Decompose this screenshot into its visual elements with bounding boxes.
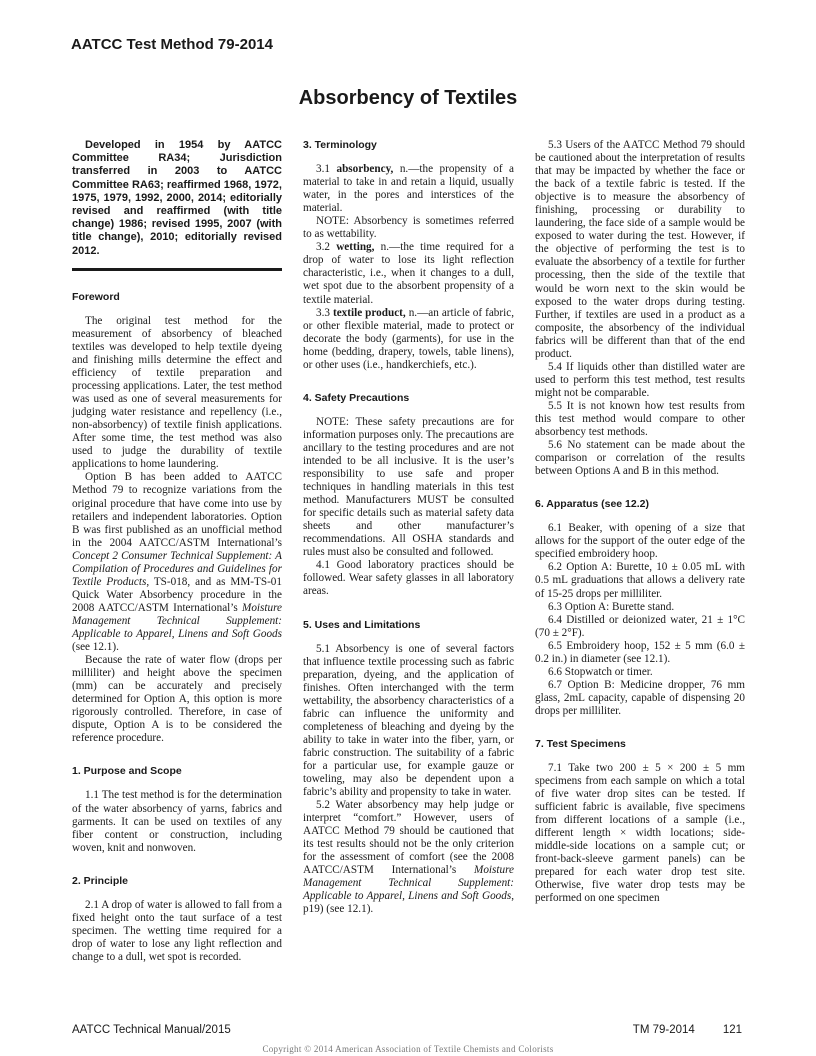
section-3-1: 3.1 absorbency, n.—the propensity of a material to take in and retain a liquid, usually water, in the pores and interstices of the material. xyxy=(303,163,515,215)
section-6-4: 6.4 Distilled or deionized water, 21 ± 1°C (70 ± 2°F). xyxy=(535,613,745,639)
section-1-heading: 1. Purpose and Scope xyxy=(72,765,182,778)
copyright-notice: Copyright © 2014 American Association of Textile Chemists and Colorists xyxy=(262,1044,554,1054)
section-5-heading: 5. Uses and Limitations xyxy=(303,618,421,631)
section-2-heading: 2. Principle xyxy=(72,874,129,887)
section-6-6: 6.6 Stopwatch or timer. xyxy=(548,665,653,678)
footer-right xyxy=(633,1024,742,1036)
section-5-1: 5.1 Absorbency is one of several factors that influence textile processing such as fabric preparation, dyeing, and the application of finishes. Often interchanged with the term wettability, the absorbency characteristics of a fabric can influence the uniformity and completeness of bleaching and dyeing by the ability to take in water into the fiber, yarn, or fabric construction. The suitability of a fabric for a particular use, for example gauze or toweling, may also be dependent upon a fabric’s ability and propensity to take in water. xyxy=(303,642,514,799)
document-title: Absorbency of Textiles xyxy=(298,87,518,109)
section-6-3: 6.3 Option A: Burette stand. xyxy=(548,600,675,613)
development-note: Developed in 1954 by AATCC Committee RA34; Jurisdiction transferred in 2003 to AATCC Committee RA63; reaffirmed 1968, 1972, 1975, 1979, 1992, 2000, 2014; editorially revised and reaffirmed (with title change) 1986; revised 1995, 2007 (with title change), 2010; editorially revised 2012. xyxy=(72,139,282,257)
section-3-2: 3.2 wetting, n.—the time required for a drop of water to lose its light reflection characteristic, i.e., when it changes to a dull, wet spot due to the absorbent propensity of a textile material. xyxy=(303,241,514,306)
page-number: 121 xyxy=(722,1024,742,1036)
foreword-paragraph-2: Option B has been added to AATCC Method 79 to recognize variations from the original procedure that have come into use by retailers and independent laboratories. Option B was first published as an unofficial method in the 2004 AATCC/ASTM International’s Concept 2 Consumer Technical Supplement: A Compilation of Procedures and Guidelines for Textile Products, TS-018, and as MM-TS-01 Quick Water Absorbency procedure in the 2008 AATCC/ASTM International’s Moisture Management Technical Supplement: Applicable to Apparel, Linens and Soft Goods (see 12.1). xyxy=(72,471,282,654)
section-7-heading: 7. Test Specimens xyxy=(535,737,626,750)
document-standard-id: AATCC Test Method 79-2014 xyxy=(71,36,273,53)
section-4-note: NOTE: These safety precautions are for information purposes only. The precautions are ancillary to the testing procedures and are not intended to be all inclusive. It is the user’s responsibility to use safe and proper techniques in handling materials in this test method. Manufacturers MUST be consulted for specific details such as material safety data sheets and other manufacturer’s recommendations. All OSHA standards and rules must also be consulted and followed. xyxy=(303,415,514,559)
section-6-1: 6.1 Beaker, with opening of a size that allows for the support of the outer edge of the specified embroidery hoop. xyxy=(535,522,745,561)
footer-test-method: TM 79-2014 xyxy=(632,1024,695,1036)
section-3-note: NOTE: Absorbency is sometimes referred to as wettability. xyxy=(303,215,514,241)
foreword-paragraph-3: Because the rate of water flow (drops per milliliter) and height above the specimen (mm) can be accurately and precisely determined for Option A, this option is more rigorously controlled. Therefore, in case of dispute, Option A is to be considered the reference procedure. xyxy=(72,654,282,745)
foreword-paragraph-1: The original test method for the measurement of absorbency of bleached textiles was developed to help textile dyeing and finishing mills determine the effect and efficiency of textile preparation and processing applications. Later, the test method was used as one of several measurements for judging water resistance and repellency (i.e., non-absorbency) of textile finish applications. After some time, the test method was also used to judge the durability of textile applications to home laundering. xyxy=(72,314,282,471)
column-3 xyxy=(535,139,745,906)
term-textile-product: textile product, xyxy=(332,306,406,319)
concept2-supplement-title: Concept 2 Consumer Technical Supplement: A Compilation of Procedures and Guidelines for Textile Products xyxy=(72,549,282,588)
section-6-2: 6.2 Option A: Burette, 10 ± 0.05 mL with 0.5 mL graduations that allows a delivery rate of 15-25 drops per milliliter. xyxy=(535,561,745,600)
section-3-heading: 3. Terminology xyxy=(303,139,377,151)
section-5-2: 5.2 Water absorbency may help judge or interpret “comfort.” However, users of AATCC Method 79 should be cautioned that its test results should not be the only criterion for the assessment of comfort (see the 2008 AATCC/ASTM International’s Moisture Management Technical Supplement: Applicable to Apparel, Linens and Soft Goods, p19) (see 12.1). xyxy=(303,799,514,916)
section-5-6: 5.6 No statement can be made about the comparison or correlation of the results between Options A and B in this method. xyxy=(535,439,745,478)
section-3-3: 3.3 textile product, n.—an article of fabric, or other flexible material, made to protect or decorate the body (garments), for use in the home (bedding, drapery, towels, table linens), or other uses (i.e., handkerchiefs, etc.). xyxy=(303,306,514,371)
section-4-1: 4.1 Good laboratory practices should be followed. Wear safety glasses in all laboratory areas. xyxy=(303,559,514,598)
column-2 xyxy=(303,139,514,917)
column-1 xyxy=(72,139,282,964)
section-7-1: 7.1 Take two 200 ± 5 × 200 ± 5 mm specimens from each sample on which a total of five water drop sites can be tested. If sufficient fabric is available, five specimens from different locations of a sample (i.e., different length × width locations; side-middle-side locations on a sample cut; or front-back-sleeve garment panels) can be prepared for each water drop test site. Otherwise, five water drop tests may be performed on one specimen xyxy=(535,762,745,905)
section-1-1: 1.1 The test method is for the determination of the water absorbency of yarns, fabrics and garments. It can be used on textiles of any fiber content or construction, including woven, knit and nonwoven. xyxy=(72,789,282,854)
section-5-5: 5.5 It is not known how test results from this test method would compare to other absorbency test methods. xyxy=(535,399,745,439)
section-4-heading: 4. Safety Precautions xyxy=(303,391,410,404)
term-wetting: wetting, xyxy=(336,241,375,254)
section-6-7: 6.7 Option B: Medicine dropper, 76 mm glass, 2mL capacity, capable of dispensing 20 drops per milliliter. xyxy=(535,678,745,717)
moisture-supplement-title-2: Moisture Management Technical Supplement: Applicable to Apparel, Linens and Soft Goods xyxy=(303,864,514,903)
moisture-supplement-title: Moisture Management Technical Supplement: Applicable to Apparel, Linens and Soft Goods xyxy=(72,601,282,640)
section-5-3: 5.3 Users of the AATCC Method 79 should be cautioned about the interpretation of results that may be impacted by whether the face or the back of a textile fabric is tested. If the objective is to measure the absorbency of finishing, processing or durability to laundering, the face side of a sample would be exposed to water during the test. However, if the objective of performing the test is to evaluate the absorbency of a textile for further processing, then the side of the textile that would be worn next to the skin would be exposed to the water drops during testing. Further, if textiles are used in a product as a composite, the absorbency of the individual fabrics will be different than that of the end product. xyxy=(535,139,745,360)
section-5-4: 5.4 If liquids other than distilled water are used to perform this test method, test results might not be comparable. xyxy=(535,360,745,399)
section-6-5: 6.5 Embroidery hoop, 152 ± 5 mm (6.0 ± 0.2 in.) in diameter (see 12.1). xyxy=(535,639,745,665)
foreword-heading: Foreword xyxy=(72,290,120,303)
footer-manual: AATCC Technical Manual/2015 xyxy=(72,1024,231,1036)
section-2-1: 2.1 A drop of water is allowed to fall from a fixed height onto the taut surface of a test specimen. The wetting time required for a drop of water to lose any light reflection and change to a dull, wet spot is recorded. xyxy=(72,898,282,963)
section-6-heading: 6. Apparatus (see 12.2) xyxy=(535,498,649,511)
divider-rule xyxy=(72,268,282,271)
term-absorbency: absorbency, xyxy=(336,163,394,176)
